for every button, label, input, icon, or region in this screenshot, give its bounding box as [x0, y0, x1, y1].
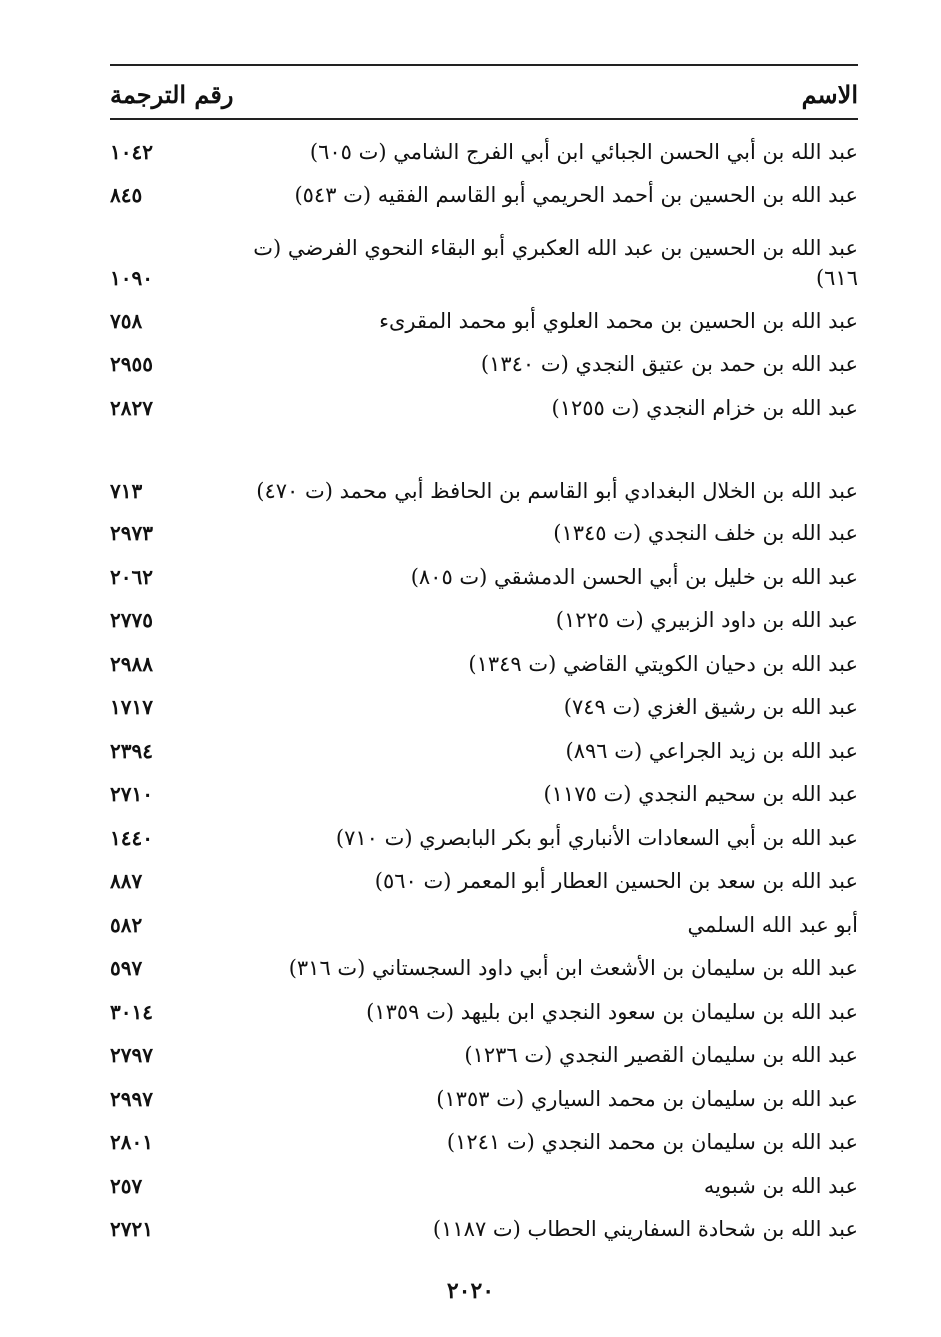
entry-number: ١٧١٧ [110, 695, 153, 720]
number-column-header: رقم الترجمة [110, 79, 234, 109]
index-entry [110, 1034, 858, 1078]
entry-number: ٢٩٧٣ [110, 521, 153, 546]
index-entry [110, 773, 858, 817]
entry-number: ٢٩٨٨ [110, 651, 153, 676]
index-entry [110, 217, 858, 299]
entry-number: ٢٩٥٥ [110, 352, 153, 377]
entry-name: عبد الله بن خزام النجدي (ت ١٢٥٥) [551, 395, 858, 420]
entry-name: عبد الله بن سليمان بن محمد النجدي (ت ١٢٤١) [446, 1130, 858, 1155]
top-rule [110, 64, 858, 66]
index-entry [110, 860, 858, 904]
entry-name: عبد الله بن زيد الجراعي (ت ٨٩٦) [565, 738, 858, 763]
entry-name: عبد الله بن الحسين بن أحمد الحريمي أبو القاسم الفقيه (ت ٥٤٣) [294, 183, 858, 208]
index-entry [110, 1077, 858, 1121]
index-entry [110, 130, 858, 174]
entry-number: ٢٣٩٤ [110, 738, 153, 763]
entry-name: عبد الله بن شبويه [703, 1173, 858, 1198]
table-header [110, 76, 858, 112]
name-column-header: الاسم [801, 79, 858, 109]
entry-number: ٢٧١٠ [110, 782, 153, 807]
entry-name: عبد الله بن خليل بن أبي الحسن الدمشقي (ت ٨٠٥) [410, 564, 858, 589]
entry-name: عبد الله بن حمد بن عتيق النجدي (ت ١٣٤٠) [480, 352, 858, 377]
entry-number: ٨٤٥ [110, 183, 143, 208]
entry-name: عبد الله بن سليمان بن محمد السياري (ت ١٣٥٣) [436, 1086, 858, 1111]
index-entry [110, 512, 858, 556]
entry-number: ٢٧٩٧ [110, 1043, 153, 1068]
entry-name: عبد الله بن الحسين بن محمد العلوي أبو محمد المقرىء [379, 308, 858, 333]
index-entry [110, 343, 858, 387]
index-entry [110, 599, 858, 643]
entry-name: عبد الله بن سعد بن الحسين العطار أبو المعمر (ت ٥٦٠) [374, 869, 858, 894]
entry-number: ٢٧٧٥ [110, 608, 153, 633]
index-entry [110, 1164, 858, 1208]
entry-name: عبد الله بن سليمان القصير النجدي (ت ١٢٣٦) [464, 1043, 858, 1068]
header-rule [110, 118, 858, 120]
entry-name: عبد الله بن أبي السعادات الأنباري أبو بكر البابصري (ت ٧١٠) [335, 825, 858, 850]
entry-number: ١٠٤٢ [110, 139, 153, 164]
index-entry [110, 386, 858, 430]
entry-name: عبد الله بن سليمان بن سعود النجدي ابن بليهد (ت ١٣٥٩) [366, 999, 858, 1024]
entry-name: عبد الله بن الحسين بن عبد الله العكبري أبو البقاء النحوي الفرضي (ت ٦١٦) [253, 236, 858, 290]
index-entry [110, 686, 858, 730]
index-entry [110, 430, 858, 512]
entry-name: عبد الله بن سليمان بن الأشعث ابن أبي داود السجستاني (ت ٣١٦) [288, 956, 858, 981]
entry-number: ٢٠٦٢ [110, 564, 153, 589]
entry-number: ٢٨٢٧ [110, 395, 153, 420]
entry-number: ٥٨٢ [110, 912, 143, 937]
entry-number: ١٤٤٠ [110, 825, 153, 850]
entry-number: ١٠٩٠ [110, 266, 153, 290]
entry-name: عبد الله بن خلف النجدي (ت ١٣٤٥) [553, 521, 858, 546]
entry-name: عبد الله بن أبي الحسن الجبائي ابن أبي الفرج الشامي (ت ٦٠٥) [309, 139, 858, 164]
index-entry [110, 903, 858, 947]
entry-number: ٢٥٧ [110, 1173, 143, 1198]
index-entry [110, 174, 858, 218]
index-entry [110, 1208, 858, 1252]
entry-number: ٨٨٧ [110, 869, 143, 894]
entry-name: عبد الله بن رشيق الغزي (ت ٧٤٩) [563, 695, 858, 720]
entry-number: ٢٧٢١ [110, 1217, 153, 1242]
index-entry [110, 947, 858, 991]
entry-name: عبد الله بن دحيان الكويتي القاضي (ت ١٣٤٩) [468, 651, 858, 676]
index-entry [110, 816, 858, 860]
entry-number: ٧١٣ [110, 478, 143, 503]
entry-name: عبد الله بن داود الزبيري (ت ١٢٢٥) [555, 608, 858, 633]
index-entry [110, 990, 858, 1034]
entry-number: ٢٨٠١ [110, 1130, 153, 1155]
entry-name: عبد الله بن سحيم النجدي (ت ١١٧٥) [543, 782, 858, 807]
entry-number: ٢٩٩٧ [110, 1086, 153, 1111]
index-entry [110, 555, 858, 599]
index-entry [110, 1121, 858, 1165]
entry-number: ٣٠١٤ [110, 999, 153, 1024]
entry-number: ٧٥٨ [110, 308, 143, 333]
entry-name: أبو عبد الله السلمي [687, 912, 858, 937]
page-number: ٢٠٢٠ [446, 1278, 495, 1304]
index-entry [110, 729, 858, 773]
index-entry [110, 299, 858, 343]
entry-number: ٥٩٧ [110, 956, 143, 981]
entry-name: عبد الله بن شحادة السفاريني الحطاب (ت ١١٨٧) [432, 1217, 858, 1242]
index-entry [110, 642, 858, 686]
entry-name: عبد الله بن الخلال البغدادي أبو القاسم بن الحافظ أبي محمد (ت ٤٧٠) [256, 478, 858, 503]
index-entries [110, 130, 858, 1251]
